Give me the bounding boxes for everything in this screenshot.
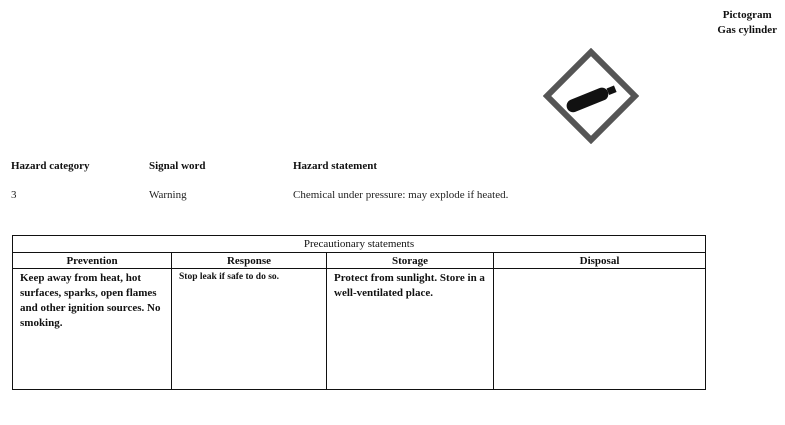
- signal-word-header: Signal word: [149, 160, 206, 172]
- disposal-cell: [494, 269, 706, 390]
- response-cell: Stop leak if safe to do so.: [172, 269, 327, 390]
- hazard-category-value: 3: [11, 189, 17, 201]
- precautionary-statements-title: Precautionary statements: [13, 236, 706, 253]
- hazard-statement-value: Chemical under pressure: may explode if heated.: [293, 189, 509, 201]
- disposal-header: Disposal: [494, 253, 706, 269]
- pictogram-label-name: Gas cylinder: [717, 24, 777, 36]
- pictogram-label-title: Pictogram: [722, 9, 772, 21]
- prevention-cell: Keep away from heat, hot surfaces, sparks, open flames and other ignition sources. No smoking.: [13, 269, 172, 390]
- pictogram-label: [717, 8, 777, 38]
- precautionary-statements-table: [12, 235, 706, 390]
- storage-header: Storage: [327, 253, 494, 269]
- hazard-statement-header: Hazard statement: [293, 160, 378, 172]
- hazard-category-header: Hazard category: [11, 160, 90, 172]
- response-header: Response: [172, 253, 327, 269]
- storage-cell: Protect from sunlight. Store in a well-ventilated place.: [327, 269, 494, 390]
- signal-word-value: Warning: [149, 189, 187, 201]
- prevention-header: Prevention: [13, 253, 172, 269]
- gas-cylinder-icon: [543, 48, 639, 144]
